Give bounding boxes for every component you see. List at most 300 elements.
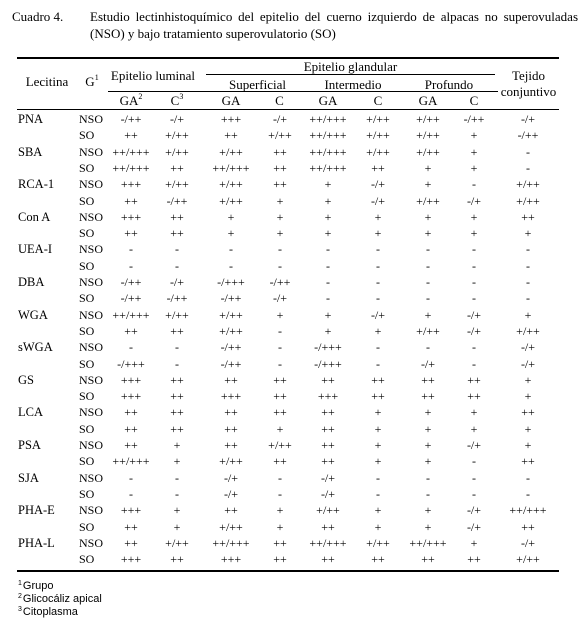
header-c-superficial: C [275, 93, 284, 108]
table-cell: + [276, 226, 284, 240]
header-c-luminal-label: C [170, 93, 180, 108]
table-cell: + [227, 226, 235, 240]
table-cell: - [426, 242, 430, 256]
table-cell: + [424, 161, 432, 175]
table-cell: - [278, 471, 282, 485]
row-group: SO [79, 324, 95, 338]
table-cell: - [426, 340, 430, 354]
table-cell: + [424, 405, 432, 419]
table-cell: - [472, 177, 476, 191]
table-cell: ++/+++ [309, 536, 347, 550]
table-cell: + [424, 520, 432, 534]
table-cell: + [424, 503, 432, 517]
table-cell: +/++ [416, 145, 440, 159]
footnote-text: Grupo [22, 580, 54, 592]
table-cell: -/+ [466, 308, 482, 322]
table-cell: +/++ [316, 503, 340, 517]
table-cell: ++ [170, 422, 184, 436]
footnote-number: 2 [18, 593, 22, 600]
footnote-text: Citoplasma [22, 606, 78, 618]
table-cell: ++ [273, 373, 287, 387]
row-group: NSO [79, 471, 104, 485]
header-epitelio-glandular: Epitelio glandular [303, 59, 398, 74]
table-cell: ++/+++ [409, 536, 447, 550]
table-cell: + [374, 405, 382, 419]
table-cell: -/++ [220, 340, 242, 354]
table-cell: - [129, 487, 133, 501]
table-cell: +/++ [219, 145, 243, 159]
table-cell: ++/+++ [212, 536, 250, 550]
table-cell: +++ [220, 112, 242, 126]
table-cell: +++ [120, 210, 142, 224]
table-cell: - [472, 242, 476, 256]
table-cell: + [173, 520, 181, 534]
row-group: NSO [79, 340, 104, 354]
row-group: NSO [79, 503, 104, 517]
table-cell: + [524, 226, 532, 240]
header-superficial: Superficial [228, 77, 287, 92]
table-cell: ++ [321, 422, 335, 436]
header-ga-luminal-footnote: 2 [138, 92, 143, 101]
table-cell: ++ [124, 324, 138, 338]
row-group: SO [79, 161, 95, 175]
table-cell: - [376, 291, 380, 305]
table-cell: + [324, 324, 332, 338]
table-cell: ++ [321, 438, 335, 452]
row-lectin-name: UEA-I [18, 242, 53, 256]
table-cell: -/++ [166, 194, 188, 208]
table-cell: -/+ [520, 112, 536, 126]
table-cell: - [229, 242, 233, 256]
table-cell: - [472, 259, 476, 273]
table-cell: -/+ [370, 177, 386, 191]
row-group: NSO [79, 210, 104, 224]
row-lectin-name: SJA [18, 471, 39, 485]
table-cell: +/++ [416, 128, 440, 142]
row-group: NSO [79, 112, 104, 126]
table-cell: ++ [371, 552, 385, 566]
table-cell: - [229, 259, 233, 273]
table-cell: - [426, 291, 430, 305]
table-cell: ++ [224, 128, 238, 142]
table-cell: + [424, 226, 432, 240]
table-cell: -/+ [466, 438, 482, 452]
header-c-profundo: C [469, 93, 479, 108]
table-cell: - [376, 259, 380, 273]
table-cell: ++ [224, 503, 238, 517]
table-cell: - [526, 242, 530, 256]
table-cell: + [324, 226, 332, 240]
table-cell: - [526, 259, 530, 273]
table-cell: ++/+++ [509, 503, 547, 517]
header-bottom-rule [17, 109, 559, 110]
table-cell: ++/+++ [309, 128, 347, 142]
table-cell: ++/+++ [112, 161, 150, 175]
table-cell: ++ [170, 552, 184, 566]
table-cell: -/+ [370, 194, 386, 208]
table-cell: +/++ [165, 308, 189, 322]
table-cell: ++ [224, 438, 238, 452]
table-cell: - [278, 357, 282, 371]
table-cell: ++ [170, 405, 184, 419]
table-cell: + [374, 226, 382, 240]
table-cell: - [278, 340, 282, 354]
table-cell: ++ [273, 177, 287, 191]
row-group: SO [79, 422, 95, 436]
table-cell: -/+++ [117, 357, 145, 371]
table-cell: ++ [521, 210, 535, 224]
table-cell: -/++ [517, 128, 539, 142]
table-cell: ++ [273, 389, 287, 403]
table-cell: - [175, 259, 179, 273]
table-cell: + [470, 210, 478, 224]
header-grupo-label: G [85, 74, 95, 89]
table-cell: + [524, 308, 532, 322]
table-cell: +/++ [165, 145, 189, 159]
row-group: NSO [79, 438, 104, 452]
table-cell: ++ [224, 422, 238, 436]
table-cell: + [524, 422, 532, 436]
table-cell: ++ [521, 405, 535, 419]
table-cell: + [276, 308, 284, 322]
table-cell: +/++ [416, 324, 440, 338]
table-cell: ++ [273, 552, 287, 566]
row-lectin-name: PHA-E [18, 503, 55, 517]
row-group: SO [79, 259, 95, 273]
table-cell: - [472, 471, 476, 485]
table-cell: - [426, 275, 430, 289]
table-cell: -/+ [223, 471, 239, 485]
table-cell: + [470, 405, 478, 419]
table-cell: +/++ [219, 454, 243, 468]
table-cell: -/++ [120, 112, 142, 126]
table-cell: ++ [124, 226, 138, 240]
table-cell: + [470, 536, 478, 550]
table-cell: ++ [521, 520, 535, 534]
table-cell: ++/+++ [309, 161, 347, 175]
table-cell: + [374, 422, 382, 436]
header-ga-luminal [108, 93, 154, 108]
header-epitelio-luminal: Epitelio luminal [110, 68, 196, 83]
table-cell: + [276, 503, 284, 517]
table-cell: - [129, 242, 133, 256]
table-cell: ++ [371, 161, 385, 175]
table-cell: +++ [220, 389, 242, 403]
table-cell: -/+ [169, 275, 185, 289]
table-cell: ++ [273, 454, 287, 468]
table-cell: + [424, 308, 432, 322]
row-lectin-name: GS [18, 373, 34, 387]
table-cell: ++ [321, 405, 335, 419]
table-cell: - [472, 340, 476, 354]
table-cell: - [376, 357, 380, 371]
table-cell: ++ [124, 422, 138, 436]
table-cell: +++ [120, 503, 142, 517]
row-group: NSO [79, 275, 104, 289]
table-cell: ++ [124, 438, 138, 452]
table-cell: - [278, 242, 282, 256]
table-cell: ++ [467, 389, 481, 403]
row-lectin-name: WGA [18, 308, 48, 322]
row-group: SO [79, 454, 95, 468]
header-ga-luminal-label: GA [119, 93, 139, 108]
table-cell: + [173, 454, 181, 468]
header-profundo: Profundo [424, 77, 474, 92]
footnote-text: Glicocáliz apical [22, 593, 102, 605]
table-cell: -/+ [272, 291, 288, 305]
table-cell: + [276, 520, 284, 534]
table-cell: ++/+++ [212, 161, 250, 175]
header-conjuntivo: conjuntivo [500, 84, 557, 99]
table-cell: + [324, 194, 332, 208]
row-lectin-name: SBA [18, 145, 43, 159]
table-cell: ++ [224, 405, 238, 419]
header-c-luminal-footnote: 3 [179, 92, 184, 101]
table-cell: -/+++ [217, 275, 245, 289]
table-cell: ++ [170, 389, 184, 403]
table-cell: - [175, 357, 179, 371]
table-cell: ++/+++ [112, 308, 150, 322]
table-cell: + [524, 389, 532, 403]
table-cell: - [376, 487, 380, 501]
table-cell: -/+++ [314, 340, 342, 354]
table-cell: +/++ [516, 194, 540, 208]
table-cell: ++ [170, 373, 184, 387]
table-cell: ++ [321, 454, 335, 468]
table-cell: ++ [321, 373, 335, 387]
row-group: SO [79, 552, 95, 566]
table-cell: ++ [273, 405, 287, 419]
table-cell: - [526, 291, 530, 305]
table-cell: +++ [120, 373, 142, 387]
row-lectin-name: PHA-L [18, 536, 55, 550]
header-lecitina: Lecitina [25, 74, 69, 89]
table-cell: - [129, 340, 133, 354]
table-cell: ++ [467, 373, 481, 387]
footnote-2 [18, 593, 102, 606]
row-group: SO [79, 291, 95, 305]
glandular-span-rule [206, 74, 495, 75]
table-cell: + [276, 422, 284, 436]
table-cell: - [426, 259, 430, 273]
table-cell: - [426, 471, 430, 485]
table-cell: +/++ [366, 536, 390, 550]
table-cell: + [374, 324, 382, 338]
row-lectin-name: Con A [18, 210, 51, 224]
row-group: NSO [79, 145, 104, 159]
table-cell: + [424, 210, 432, 224]
table-cell: + [324, 210, 332, 224]
row-group: SO [79, 487, 95, 501]
table-cell: +/++ [219, 324, 243, 338]
row-group: SO [79, 357, 95, 371]
table-cell: - [129, 471, 133, 485]
table-cell: + [470, 226, 478, 240]
table-cell: - [326, 275, 330, 289]
table-cell: +/++ [416, 194, 440, 208]
table-cell: - [278, 259, 282, 273]
table-cell: -/++ [269, 275, 291, 289]
table-cell: ++ [421, 389, 435, 403]
table-cell: + [227, 210, 235, 224]
table-cell: +/++ [219, 177, 243, 191]
row-lectin-name: DBA [18, 275, 45, 289]
table-cell: -/+ [520, 340, 536, 354]
table-cell: -/++ [120, 275, 142, 289]
table-cell: -/++ [166, 291, 188, 305]
table-cell: - [175, 471, 179, 485]
table-cell: - [472, 357, 476, 371]
table-cell: + [424, 422, 432, 436]
table-cell: - [326, 291, 330, 305]
row-group: NSO [79, 242, 104, 256]
row-lectin-name: PNA [18, 112, 44, 126]
header-grupo [79, 74, 105, 89]
row-group: NSO [79, 177, 104, 191]
table-cell: - [175, 242, 179, 256]
table-cell: - [526, 487, 530, 501]
table-cell: +/++ [219, 194, 243, 208]
row-lectin-name: PSA [18, 438, 41, 452]
table-cell: +/++ [516, 177, 540, 191]
table-cell: +/++ [516, 324, 540, 338]
table-cell: -/+ [272, 112, 288, 126]
table-cell: - [278, 324, 282, 338]
table-cell: ++ [273, 536, 287, 550]
table-cell: -/+ [466, 520, 482, 534]
row-group: NSO [79, 405, 104, 419]
table-cell: -/+ [420, 357, 436, 371]
table-cell: +/++ [165, 177, 189, 191]
table-cell: -/++ [220, 291, 242, 305]
table-cell: + [374, 438, 382, 452]
header-grupo-footnote: 1 [94, 73, 99, 82]
table-cell: + [524, 438, 532, 452]
table-cell: - [526, 145, 530, 159]
caption-text: Estudio lectinhistoquímico del epitelio del cuerno izquierdo de alpacas no superovuladas (NSO) y bajo tratamiento superovulatorio (SO) [90, 9, 578, 41]
row-group: NSO [79, 373, 104, 387]
table-cell: -/+ [520, 536, 536, 550]
table-cell: ++ [467, 552, 481, 566]
table-cell: ++ [371, 389, 385, 403]
table-cell: - [326, 242, 330, 256]
table-cell: - [472, 454, 476, 468]
footnote-number: 3 [18, 606, 22, 613]
table-cell: ++ [321, 520, 335, 534]
header-tejido: Tejido [511, 68, 546, 83]
table-cell: ++ [371, 373, 385, 387]
row-group: NSO [79, 536, 104, 550]
table-cell: +/++ [165, 536, 189, 550]
table-cell: - [278, 487, 282, 501]
table-cell: + [173, 503, 181, 517]
table-cell: +++ [120, 177, 142, 191]
header-ga-intermedio: GA [318, 93, 338, 108]
table-cell: -/++ [220, 357, 242, 371]
table-cell: ++/+++ [112, 454, 150, 468]
table-cell: - [376, 340, 380, 354]
header-intermedio: Intermedio [324, 77, 382, 92]
table-cell: ++ [124, 128, 138, 142]
table-cell: - [472, 275, 476, 289]
table-cell: +/++ [165, 128, 189, 142]
table-cell: +/++ [268, 128, 292, 142]
table-cell: -/+ [466, 503, 482, 517]
table-cell: - [526, 275, 530, 289]
footnote-3 [18, 606, 78, 619]
table-cell: - [472, 487, 476, 501]
table-cell: +++ [220, 552, 242, 566]
table-bottom-rule [17, 570, 559, 572]
table-cell: + [374, 210, 382, 224]
table-cell: - [326, 259, 330, 273]
table-cell: - [376, 275, 380, 289]
row-lectin-name: RCA-1 [18, 177, 55, 191]
table-cell: ++ [124, 405, 138, 419]
table-cell: - [426, 487, 430, 501]
table-cell: ++ [321, 552, 335, 566]
header-c-luminal [154, 93, 200, 108]
row-lectin-name: LCA [18, 405, 43, 419]
table-cell: + [374, 503, 382, 517]
table-cell: -/++ [463, 112, 485, 126]
table-cell: +/++ [366, 112, 390, 126]
row-group: SO [79, 226, 95, 240]
caption-label: Cuadro 4. [12, 9, 64, 24]
table-cell: - [526, 161, 530, 175]
table-cell: ++ [521, 454, 535, 468]
table-cell: + [470, 145, 478, 159]
table-cell: - [129, 259, 133, 273]
footnote-number: 1 [18, 580, 22, 587]
table-cell: -/+ [466, 324, 482, 338]
table-cell: +++ [120, 389, 142, 403]
table-cell: -/+ [370, 308, 386, 322]
table-cell: + [173, 438, 181, 452]
table-cell: ++ [421, 552, 435, 566]
table-cell: -/+ [520, 357, 536, 371]
table-cell: ++ [170, 226, 184, 240]
row-group: SO [79, 520, 95, 534]
table-cell: +/++ [366, 128, 390, 142]
table-cell: -/+ [169, 112, 185, 126]
header-c-intermedio: C [373, 93, 383, 108]
table-cell: ++ [124, 520, 138, 534]
table-cell: + [524, 373, 532, 387]
table-cell: - [175, 340, 179, 354]
table-cell: + [470, 128, 478, 142]
table-cell: ++ [170, 210, 184, 224]
table-cell: +/++ [366, 145, 390, 159]
table-cell: ++ [170, 324, 184, 338]
row-group: NSO [79, 308, 104, 322]
table-cell: +/++ [416, 112, 440, 126]
table-cell: + [424, 454, 432, 468]
table-cell: -/+ [320, 471, 336, 485]
table-cell: - [472, 291, 476, 305]
row-group: SO [79, 194, 95, 208]
table-cell: -/++ [120, 291, 142, 305]
table-cell: -/+ [223, 487, 239, 501]
table-cell: + [276, 210, 284, 224]
table-cell: ++ [124, 194, 138, 208]
footnote-1 [18, 580, 53, 593]
table-cell: ++/+++ [309, 112, 347, 126]
table-cell: + [424, 438, 432, 452]
table-cell: ++ [273, 145, 287, 159]
table-cell: - [175, 487, 179, 501]
table-cell: +/++ [516, 552, 540, 566]
